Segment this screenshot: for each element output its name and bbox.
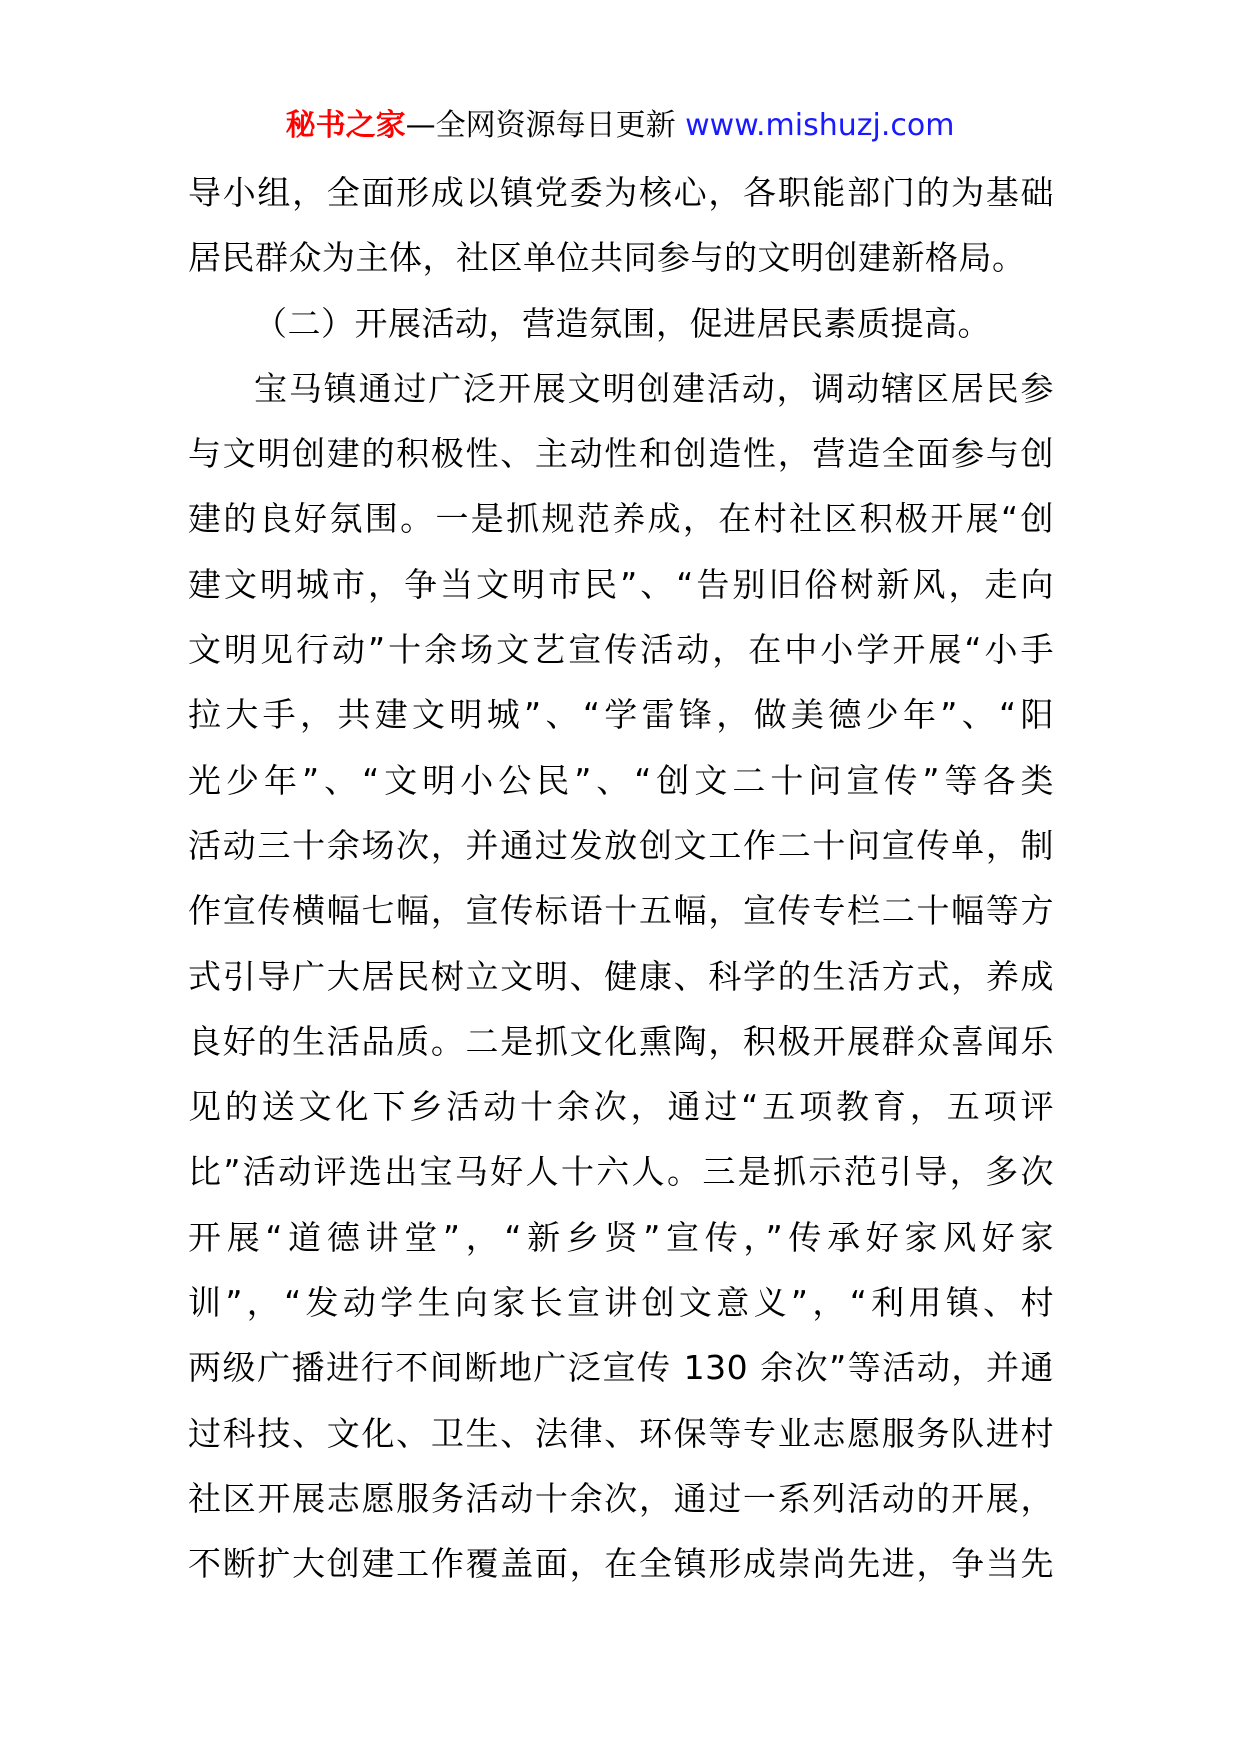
text-line: 与文明创建的积极性、主动性和创造性，营造全面参与创 xyxy=(188,434,1054,474)
body-text xyxy=(188,160,1054,1597)
text-line: 社区开展志愿服务活动十余次，通过一系列活动的开展， xyxy=(188,1478,1054,1518)
text-line: 文明见行动”十余场文艺宣传活动，在中小学开展“小手 xyxy=(188,630,1054,670)
text-line: 光少年”、“文明小公民”、“创文二十问宣传”等各类 xyxy=(188,760,1054,800)
text-line: 比”活动评选出宝马好人十六人。三是抓示范引导，多次 xyxy=(188,1152,1054,1192)
text-line: 式引导广大居民树立文明、健康、科学的生活方式，养成 xyxy=(188,956,1054,996)
page-header xyxy=(0,100,1240,152)
header-url-link[interactable]: www.mishuzj.com xyxy=(685,108,955,143)
text-line: 拉大手，共建文明城”、“学雷锋，做美德少年”、“阳 xyxy=(188,695,1054,735)
text-line: 作宣传横幅七幅，宣传标语十五幅，宣传专栏二十幅等方 xyxy=(188,891,1054,931)
text-line: 建文明城市，争当文明市民”、“告别旧俗树新风，走向 xyxy=(188,564,1054,604)
text-line: 过科技、文化、卫生、法律、环保等专业志愿服务队进村 xyxy=(188,1413,1054,1453)
text-line: 居民群众为主体，社区单位共同参与的文明创建新格局。 xyxy=(188,238,1026,278)
section-heading: （二）开展活动，营造氛围，促进居民素质提高。 xyxy=(254,303,991,343)
text-line: 良好的生活品质。二是抓文化熏陶，积极开展群众喜闻乐 xyxy=(188,1021,1054,1061)
text-line: 建的良好氛围。一是抓规范养成，在村社区积极开展“创 xyxy=(188,499,1054,539)
text-line: 活动三十余场次，并通过发放创文工作二十问宣传单，制 xyxy=(188,825,1054,865)
text-line: 开展“道德讲堂”，“新乡贤”宣传，”传承好家风好家 xyxy=(188,1217,1054,1257)
text-line: 训”，“发动学生向家长宣讲创文意义”，“利用镇、村 xyxy=(188,1283,1054,1323)
header-brand: 秘书之家 xyxy=(285,108,406,143)
text-line: 见的送文化下乡活动十余次，通过“五项教育，五项评 xyxy=(188,1087,1054,1127)
text-line: 导小组，全面形成以镇党委为核心，各职能部门的为基础 xyxy=(188,173,1054,212)
text-line: 不断扩大创建工作覆盖面，在全镇形成崇尚先进，争当先 xyxy=(188,1544,1054,1584)
header-slogan: —全网资源每日更新 xyxy=(405,108,686,143)
text-line: 两级广播进行不间断地广泛宣传 130 余次”等活动，并通 xyxy=(188,1348,1054,1388)
text-line: 宝马镇通过广泛开展文明创建活动，调动辖区居民参 xyxy=(254,368,1054,408)
